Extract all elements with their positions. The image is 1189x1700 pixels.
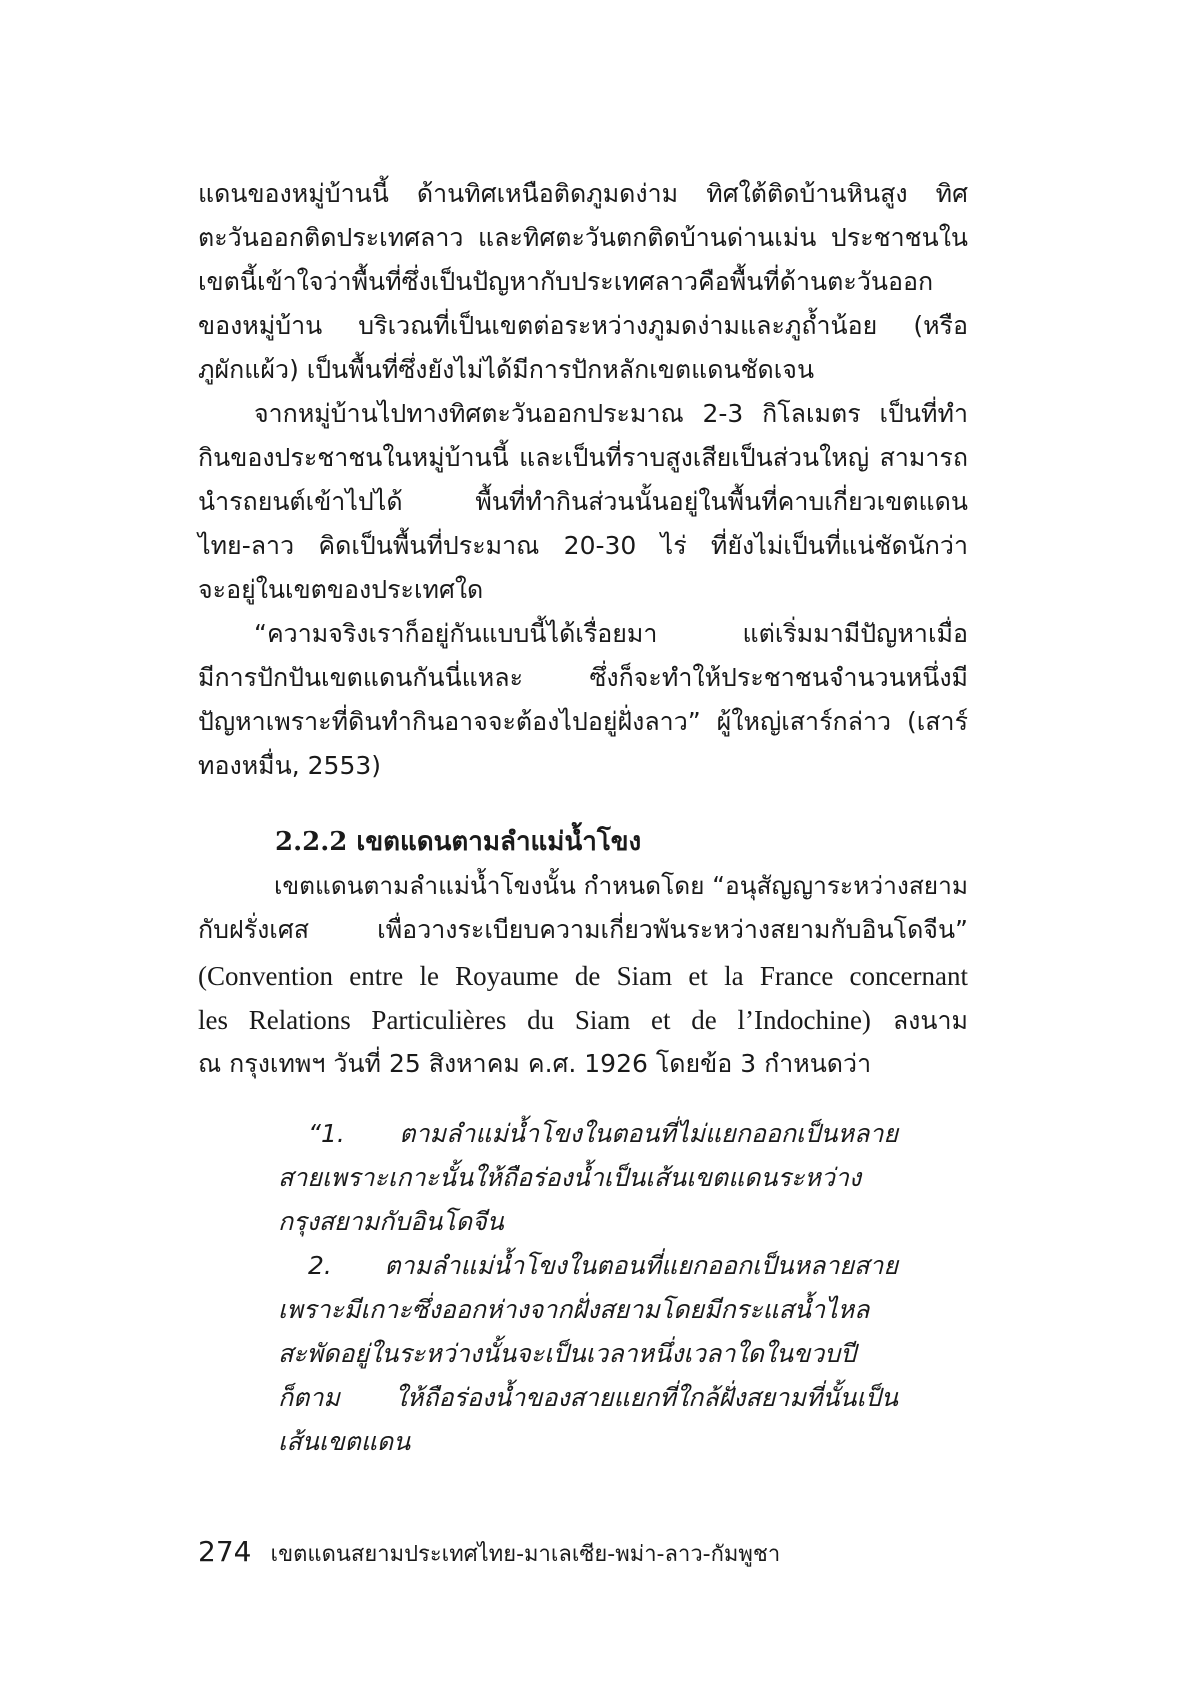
text-line <box>198 998 968 1043</box>
text-line: กินของประชาชนในหมู่บ้านนี้ และเป็นที่ราบสูงเสียเป็นส่วนใหญ่ สามารถ <box>198 443 968 472</box>
quote-line: สะพัดอยู่ในระหว่างนั้นจะเป็นเวลาหนึ่งเวลาใดในขวบปี <box>278 1339 857 1368</box>
section-heading: 2.2.2 เขตแดนตามลำแม่น้ำโขง <box>275 827 642 857</box>
quote-line: เส้นเขตแดน <box>278 1427 411 1456</box>
quote-line: เพราะมีเกาะซึ่งออกห่างจากฝั่งสยามโดยมีกระแสน้ำไหล <box>278 1295 870 1324</box>
quote-line: กรุงสยามกับอินโดจีน <box>278 1207 504 1236</box>
quote-line: 2. ตามลำแม่น้ำโขงในตอนที่แยกออกเป็นหลายสาย <box>308 1251 898 1280</box>
text-line: แดนของหมู่บ้านนี้ ด้านทิศเหนือติดภูมดง่าม ทิศใต้ติดบ้านหินสูง ทิศ <box>198 179 968 208</box>
text-line: ณ กรุงเทพฯ วันที่ 25 สิงหาคม ค.ศ. 1926 โดยข้อ 3 กำหนดว่า <box>198 1049 872 1078</box>
text-line: ของหมู่บ้าน บริเวณที่เป็นเขตต่อระหว่างภูมดง่ามและภูถ้ำน้อย (หรือ <box>198 311 968 340</box>
latin-title-line: (Convention entre le Royaume de Siam et la France concernant <box>198 961 968 991</box>
text-line: ทองหมื่น, 2553) <box>198 751 382 780</box>
text-line: มีการปักปันเขตแดนกันนี่แหละ ซึ่งก็จะทำให้ประชาชนจำนวนหนึ่งมี <box>198 663 968 692</box>
text-line: นำรถยนต์เข้าไปได้ พื้นที่ทำกินส่วนนั้นอยู่ในพื้นที่คาบเกี่ยวเขตแดน <box>198 487 968 516</box>
quote-line: ก็ตาม ให้ถือร่องน้ำของสายแยกที่ใกล้ฝั่งสยามที่นั้นเป็น <box>278 1383 898 1412</box>
text-line: ภูผักแผ้ว) เป็นพื้นที่ซึ่งยังไม่ได้มีการปักหลักเขตแดนชัดเจน <box>198 355 815 384</box>
text-line: ปัญหาเพราะที่ดินทำกินอาจจะต้องไปอยู่ฝั่งลาว” ผู้ใหญ่เสาร์กล่าว (เสาร์ <box>198 707 968 736</box>
quote-line: “1. ตามลำแม่น้ำโขงในตอนที่ไม่แยกออกเป็นหลาย <box>308 1119 898 1148</box>
text-line: เขตนี้เข้าใจว่าพื้นที่ซึ่งเป็นปัญหากับประเทศลาวคือพื้นที่ด้านตะวันออก <box>198 267 934 296</box>
quote-line: สายเพราะเกาะนั้นให้ถือร่องน้ำเป็นเส้นเขตแดนระหว่าง <box>278 1163 862 1192</box>
latin-title-line: les Relations Particulières du Siam et de l’Indochine) <box>198 1005 871 1035</box>
text-line: จะอยู่ในเขตของประเทศใด <box>198 575 484 604</box>
text-line: เขตแดนตามลำแม่น้ำโขงนั้น กำหนดโดย “อนุสัญญาระหว่างสยาม <box>274 871 969 900</box>
running-title: เขตแดนสยามประเทศไทย-มาเลเซีย-พม่า-ลาว-กัมพูชา <box>270 1542 781 1567</box>
text-span: ลงนาม <box>870 1006 968 1035</box>
text-line: จากหมู่บ้านไปทางทิศตะวันออกประมาณ 2-3 กิโลเมตร เป็นที่ทำ <box>254 399 968 428</box>
text-line: “ความจริงเราก็อยู่กันแบบนี้ได้เรื่อยมา แต่เริ่มมามีปัญหาเมื่อ <box>254 619 968 648</box>
text-line: กับฝรั่งเศส เพื่อวางระเบียบความเกี่ยวพันระหว่างสยามกับอินโดจีน” <box>198 915 968 944</box>
page-number: 274 <box>198 1535 252 1568</box>
text-line: ตะวันออกติดประเทศลาว และทิศตะวันตกติดบ้านด่านเม่น ประชาชนใน <box>198 223 968 252</box>
page-footer <box>198 1532 780 1576</box>
text-line: ไทย-ลาว คิดเป็นพื้นที่ประมาณ 20-30 ไร่ ที่ยังไม่เป็นที่แน่ชัดนักว่า <box>198 531 968 560</box>
